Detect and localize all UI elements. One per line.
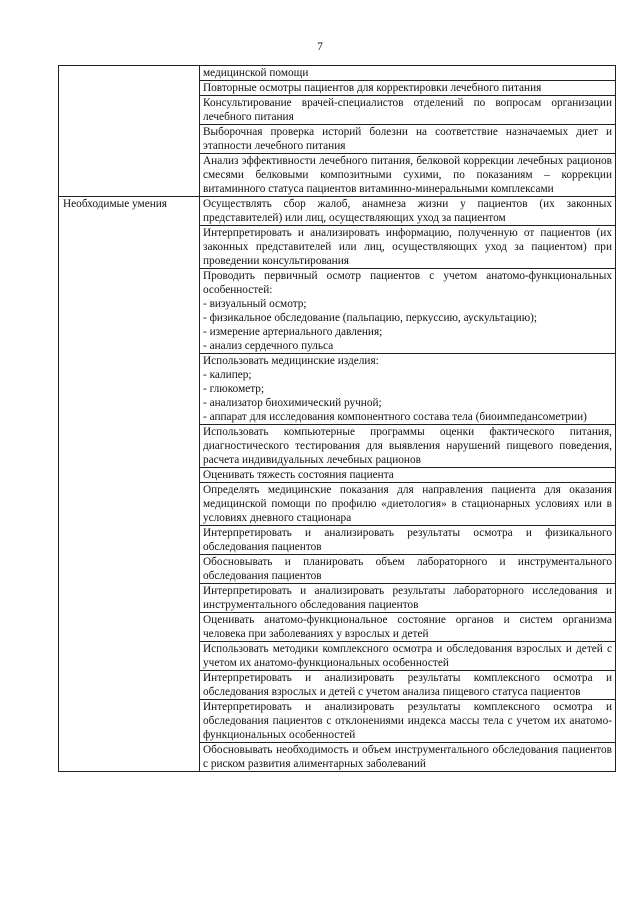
table-cell: Выборочная проверка историй болезни на соответствие назначаемых диет и этапности лечебного питания [200,125,616,154]
section-label: Необходимые умения [59,197,200,772]
cell-line: Оценивать анатомо-функциональное состояние органов и систем организма человека при заболеваниях у взрослых и детей [203,614,612,640]
table-cell [200,354,616,425]
cell-line: - измерение артериального давления; [203,326,383,338]
table-cell [200,743,616,772]
cell-line: Оценивать тяжесть состояния пациента [203,469,394,481]
table-cell [200,700,616,743]
table-cell: Анализ эффективности лечебного питания, белковой коррекции лечебных рационов смесями белковыми композитными сухими, по показаниям – коррекции витаминного статуса пациентов витаминно-минеральными комплексами [200,154,616,197]
table-cell: медицинской помощи [200,66,616,81]
cell-line: - анализ сердечного пульса [203,340,334,352]
table-cell [200,226,616,269]
cell-line: Обосновывать необходимость и объем инструментального обследования пациентов с риском развития алиментарных заболеваний [203,744,612,770]
cell-line: - физикальное обследование (пальпацию, перкуссию, аускультацию); [203,312,538,324]
table-row [59,66,616,81]
cell-line: Интерпретировать и анализировать результаты комплексного осмотра и обследования взрослых и детей с учетом анализа пищевого статуса пациентов [203,672,612,698]
table-cell [200,483,616,526]
table-cell [200,425,616,468]
cell-line: Использовать компьютерные программы оценки фактического питания, диагностического тестирования для выявления нарушений пищевого поведения, расчета индивидуальных лечебных рационов [203,426,612,466]
table-cell [200,197,616,226]
table-cell [200,526,616,555]
table-cell [200,613,616,642]
table-cell [200,269,616,354]
table-cell [200,468,616,483]
cell-line: - калипер; [203,369,252,381]
table-cell [200,555,616,584]
table-row [59,197,616,226]
table-cell [200,671,616,700]
cell-line: - визуальный осмотр; [203,298,307,310]
cell-line: Использовать методики комплексного осмотра и обследования взрослых и детей с учетом их анатомо-функциональных особенностей [203,643,612,669]
table-cell: Консультирование врачей-специалистов отделений по вопросам организации лечебного питания [200,96,616,125]
cell-line: Интерпретировать и анализировать результаты осмотра и физикального обследования пациентов [203,527,612,553]
qualification-table [58,65,616,772]
cell-line: Интерпретировать и анализировать результаты комплексного осмотра и обследования пациентов с отклонениями индекса массы тела с учетом их анатомо-функциональных особенностей [203,701,612,741]
cell-line: Обосновывать и планировать объем лабораторного и инструментального обследования пациентов [203,556,612,582]
page-number: 7 [317,41,323,53]
table-cell: Повторные осмотры пациентов для корректировки лечебного питания [200,81,616,96]
cell-line: - анализатор биохимический ручной; [203,397,382,409]
empty-label-cell [59,66,200,197]
cell-line: - аппарат для исследования компонентного состава тела (биоимпедансометрии) [203,411,587,423]
cell-line: Осуществлять сбор жалоб, анамнеза жизни у пациентов (их законных представителей) или лиц, осуществляющих уход за пациентом [203,198,612,224]
cell-line: Интерпретировать и анализировать результаты лабораторного исследования и инструментального обследования пациентов [203,585,612,611]
cell-line: - глюкометр; [203,383,265,395]
table-cell [200,584,616,613]
cell-line: Использовать медицинские изделия: [203,355,379,367]
table-cell [200,642,616,671]
cell-line: Проводить первичный осмотр пациентов с учетом анатомо-функциональных особенностей: [203,270,612,296]
cell-line: Интерпретировать и анализировать информацию, полученную от пациентов (их законных представителей или лиц, осуществляющих уход за пациентом) при проведении консультирования [203,227,612,267]
cell-line: Определять медицинские показания для направления пациента для оказания медицинской помощи по профилю «диетология» в стационарных условиях или в условиях дневного стационара [203,484,612,524]
